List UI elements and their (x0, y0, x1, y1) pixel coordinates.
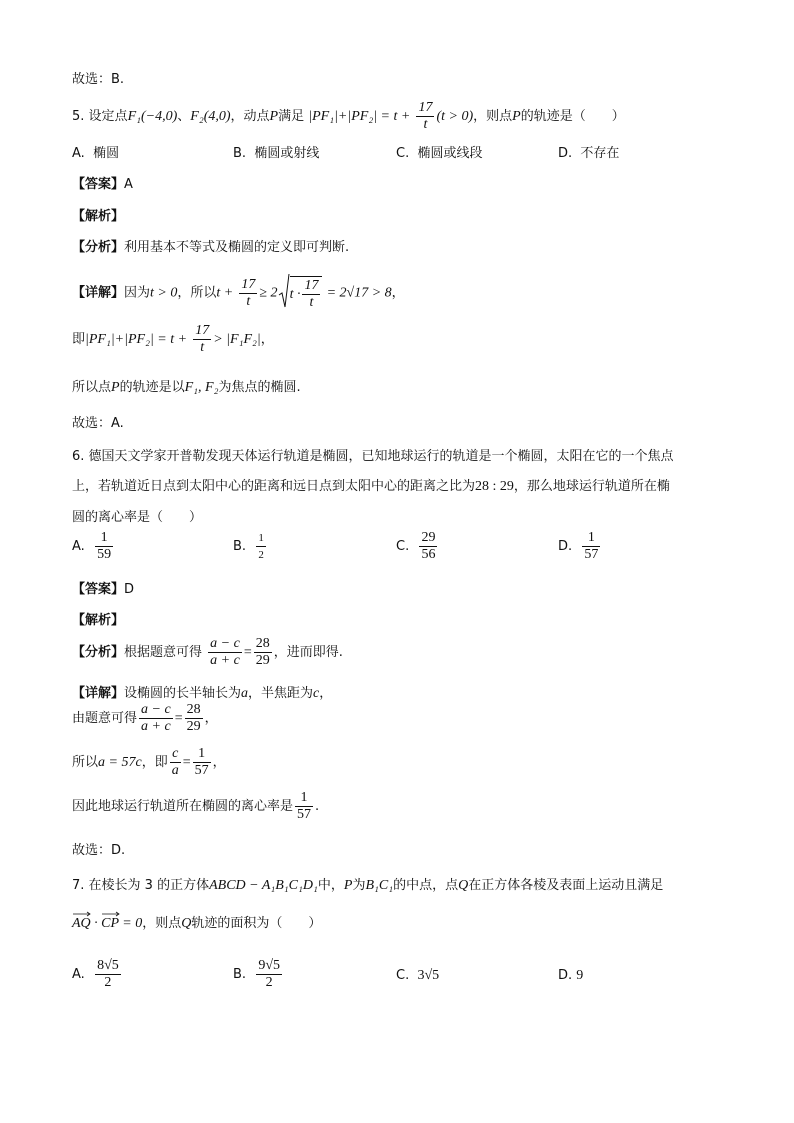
text: ，那么地球运行轨道所在椭 (513, 479, 670, 494)
frac-den: 57 (297, 807, 312, 822)
option-fraction (256, 530, 266, 563)
option-label: C. (396, 146, 410, 161)
q5-number: 5. (72, 109, 85, 124)
text: ， (204, 711, 218, 726)
frac-num: 1 (582, 530, 600, 547)
text: 因此地球运行轨道所在椭圆的离心率是 (72, 799, 294, 814)
option-label: C. (396, 968, 410, 983)
frac-num: 9√5 (258, 958, 281, 973)
text: ，即 (141, 755, 168, 770)
vector-expression (72, 916, 142, 931)
q5-p: P (512, 109, 521, 124)
option-fraction (582, 530, 600, 563)
frac-den: a + c (210, 653, 240, 668)
q7-number: 7. (72, 878, 85, 893)
math: a = 57c (98, 755, 142, 770)
math: ≥ 2 (259, 285, 278, 301)
fraction (139, 702, 173, 735)
text: 在正方体各棱及表面上运动且满足 (468, 878, 664, 893)
q5-frac-num: 17 (418, 100, 433, 115)
text: ，半焦距为 (248, 686, 314, 701)
frac-den: 2 (265, 975, 273, 990)
radical-icon (278, 273, 290, 309)
math: t + (216, 285, 234, 301)
option-label: A. (72, 967, 85, 982)
frac-num: 29 (421, 530, 436, 545)
fraction (208, 636, 242, 669)
text: 在棱长为 3 的正方体 (88, 878, 210, 893)
frac-num: 1 (256, 530, 266, 547)
q5-stem: 5. 设定点F₁(−4,0)、F₂(4,0)，动点P满足 |PF₁|+|PF₂| = t + $\frac{17}{t}$ (t > 0)，则点P的轨迹是（ ） (72, 100, 625, 132)
text: ，则点 (142, 916, 182, 931)
math: t · (289, 286, 301, 302)
q5-answer (72, 173, 133, 192)
option-text: 3√5 (417, 968, 440, 983)
text: ， (391, 285, 405, 301)
frac-num: a − c (210, 636, 240, 651)
vector-arrow-icon (72, 911, 132, 917)
text: 因为 (124, 285, 151, 301)
text: 中， (317, 878, 344, 893)
text: 的轨迹是以 (119, 380, 185, 395)
option-text: 不存在 (580, 146, 620, 161)
fraction (239, 277, 257, 310)
q5-f1: F₁(−4,0) (127, 109, 178, 124)
option-text: 椭圆 (93, 146, 120, 161)
fraction (295, 790, 313, 823)
q4-conclusion: 故选：B. (72, 72, 125, 87)
q5-text: ，则点 (473, 109, 513, 124)
q5-text: 的轨迹是（ ） (520, 109, 625, 124)
q5-text: ，动点 (230, 109, 270, 124)
math: 28 : 29 (475, 479, 514, 494)
text: ， (319, 686, 333, 701)
answer-tag: 【答案】 (72, 177, 125, 192)
q6-conclusion: 故选：D. (72, 843, 126, 858)
q5-option-b[interactable] (233, 142, 319, 161)
text: ， (260, 332, 274, 347)
q6-detail-2: 由题意可得 $\frac{a - c}{a + c}$ = $\frac{28}{29}$ ， (72, 702, 218, 734)
q6-option-d[interactable] (558, 530, 602, 563)
answer-tag: 【答案】 (72, 582, 125, 597)
fenxi-tag: 【分析】 (72, 240, 125, 255)
option-label: A. (72, 146, 85, 161)
text: 的中点，点 (393, 878, 459, 893)
math: ABCD − A₁B₁C₁D₁ (209, 878, 318, 893)
q5-text: 满足 (278, 109, 305, 124)
frac-num: 1 (95, 530, 113, 547)
fraction (170, 746, 181, 779)
frac-num: 17 (304, 277, 319, 293)
frac-den: 57 (584, 547, 599, 562)
frac-num: 8√5 (97, 958, 119, 973)
option-text: 椭圆或射线 (254, 146, 320, 161)
option-label: A. (72, 539, 85, 554)
math: |PF₁|+|PF₂| = t + (85, 332, 188, 347)
q5-text: 设定点 (88, 109, 128, 124)
q6-stem-2 (72, 475, 670, 495)
text: 所以点 (72, 380, 112, 395)
math: Q (181, 916, 192, 931)
frac-num: 28 (255, 636, 270, 651)
answer-value: A (124, 177, 133, 192)
sqrt-symbol (278, 273, 290, 313)
option-label: B. (233, 146, 247, 161)
text: . (315, 799, 320, 814)
q6-analysis-tag (72, 609, 124, 628)
q5-detail-2 (72, 323, 274, 356)
text: 轨迹的面积为（ ） (191, 916, 322, 931)
math: > |F₁F₂| (213, 332, 261, 347)
q6-option-c[interactable] (396, 530, 439, 563)
text: ，所以 (177, 285, 217, 301)
option-text: 9 (576, 968, 584, 983)
math: t > 0 (150, 285, 178, 301)
xiangjie-tag: 【详解】 (72, 686, 125, 701)
q5-detail-1 (72, 273, 405, 313)
math: c (313, 686, 320, 701)
frac-den: 2 (104, 975, 112, 990)
text: 设椭圆的长半轴长为 (124, 686, 242, 701)
fraction (185, 702, 203, 735)
option-text: 椭圆或线段 (417, 146, 483, 161)
frac-den: t (246, 293, 251, 309)
q7-option-c[interactable] (396, 968, 439, 984)
math: P (111, 380, 120, 395)
option-label: B. (233, 539, 247, 554)
sqrt-content (290, 276, 323, 311)
q5-condition: |PF₁|+|PF₂| = t + (308, 109, 411, 124)
q6-fenxi: 【分析】根据题意可得 $\frac{a - c}{a + c}$ = $\frac{28}{29}$ ，进而即得. (72, 636, 343, 668)
option-label: D. (558, 146, 573, 161)
frac-num: 28 (186, 702, 201, 717)
option-fraction (95, 530, 113, 563)
q6-stem-3: 圆的离心率是（ ） (72, 510, 203, 525)
text: 所以 (72, 755, 99, 770)
q7-option-d[interactable] (558, 968, 583, 984)
fenxi-tag: 【分析】 (72, 645, 125, 660)
q7-option-a[interactable] (72, 958, 123, 991)
q6-option-b[interactable] (233, 530, 268, 563)
option-fraction (419, 530, 437, 563)
frac-den: t (200, 340, 205, 355)
fraction (254, 636, 272, 669)
analysis-tag: 【解析】 (72, 209, 125, 224)
option-label: C. (396, 539, 410, 554)
text: 为 (352, 878, 366, 893)
q7-option-b[interactable] (233, 958, 284, 991)
text: 德国天文学家开普勒发现天体运行轨道是椭圆，已知地球运行的轨道是一个椭圆，太阳在它的一个焦点 (88, 449, 674, 464)
text: 为焦点的椭圆. (218, 380, 301, 395)
q5-p: P (269, 109, 279, 124)
q6-stem-1 (72, 445, 674, 464)
frac-num: 1 (193, 746, 211, 763)
text: ， (212, 755, 226, 770)
option-label: D. (558, 539, 573, 554)
option-label: B. (233, 967, 247, 982)
math: = 2√17 > 8 (326, 285, 392, 301)
q6-number: 6. (72, 449, 85, 464)
frac-num: a − c (141, 702, 171, 717)
frac-num: 1 (295, 790, 313, 807)
q6-option-a[interactable] (72, 530, 115, 563)
fenxi-text: 利用基本不等式及椭圆的定义即可判断. (124, 240, 350, 255)
xiangjie-tag: 【详解】 (72, 285, 125, 301)
frac-den: 29 (255, 653, 270, 668)
frac-den: t (309, 294, 314, 310)
math: P (343, 878, 353, 893)
frac-num: 17 (241, 276, 256, 292)
answer-value: D (124, 582, 135, 597)
text: 即 (72, 332, 86, 347)
q5-analysis-tag (72, 205, 124, 224)
text: ，进而即得. (273, 645, 343, 660)
q5-condition-tail: (t > 0) (436, 109, 474, 124)
frac-den: a (171, 763, 179, 778)
math: F₁, F₂ (184, 380, 219, 395)
text: 由题意可得 (72, 711, 138, 726)
q5-option-c[interactable] (396, 142, 483, 161)
q7-stem-1 (72, 874, 663, 894)
frac-den: 29 (186, 719, 201, 734)
q7-stem-2 (72, 912, 321, 932)
frac-den: 57 (194, 763, 209, 778)
option-fraction (95, 958, 121, 991)
frac-den: 56 (421, 547, 436, 562)
frac-den: 59 (97, 547, 112, 562)
q5-option-d[interactable] (558, 142, 619, 161)
text: 上，若轨道近日点到太阳中心的距离和远日点到太阳中心的距离之比为 (72, 479, 476, 494)
fraction (193, 746, 211, 779)
q5-option-a[interactable] (72, 142, 119, 161)
math: B₁C₁ (365, 878, 394, 893)
q6-detail-3: 所以a = 57c，即 $\frac{c}{a}$ = $\frac{1}{57}$ ， (72, 746, 226, 778)
q5-detail-3 (72, 376, 301, 396)
q5-fraction (416, 100, 434, 133)
frac-den: a + c (141, 719, 171, 734)
q6-detail-1 (72, 682, 332, 702)
frac-num: 17 (195, 323, 210, 338)
fraction (193, 323, 211, 356)
q5-conclusion: 故选：A. (72, 416, 124, 431)
q5-frac-den: t (423, 117, 428, 132)
q6-answer (72, 578, 134, 597)
fraction (302, 278, 320, 311)
q5-f2: F₂(4,0) (190, 109, 231, 124)
option-fraction (256, 958, 282, 991)
analysis-tag: 【解析】 (72, 613, 125, 628)
q6-detail-4 (72, 790, 319, 823)
frac-den: 2 (258, 549, 264, 561)
math: AQ · CP = 0 (72, 916, 143, 931)
math: a (241, 686, 249, 701)
option-label: D. (558, 968, 573, 983)
q5-fenxi (72, 236, 349, 255)
frac-num: c (170, 746, 181, 763)
math: Q (458, 878, 469, 893)
text: 根据题意可得 (124, 645, 203, 660)
